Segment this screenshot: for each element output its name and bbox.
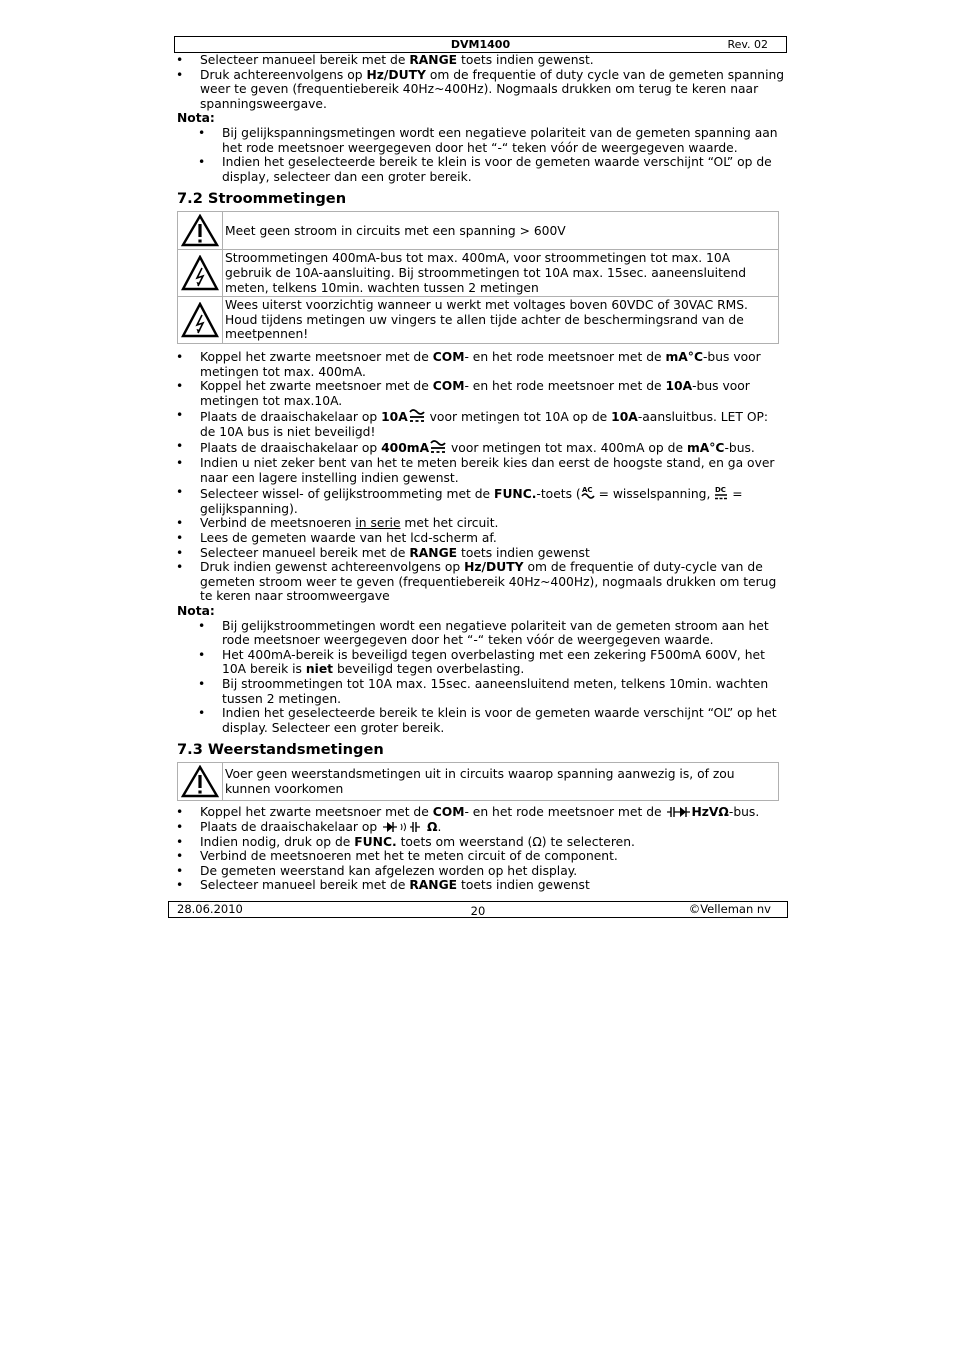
nota-label: Nota:	[177, 111, 215, 126]
exclamation-warning-icon	[178, 212, 223, 250]
list-item: • Bij gelijkstroommetingen wordt een negatieve polariteit van de gemeten stroom aan het rode meetsnoer weergegeven door het “-“ teken vóór de weergegeven waarde.	[174, 619, 787, 648]
list-item: • Indien het geselecteerde bereik te klein is voor de gemeten waarde verschijnt “OL” op het display. Selecteer een groter bereik.	[174, 706, 787, 735]
exclamation-warning-icon	[178, 763, 223, 801]
warning-text: Meet geen stroom in circuits met een spanning > 600V	[223, 212, 779, 250]
diode-continuity-capacitor-symbol-icon	[381, 820, 423, 834]
stroom-notes-list	[174, 619, 787, 736]
list-item: • Bij gelijkspanningsmetingen wordt een negatieve polariteit van de gemeten spanning aan het rode meetsnoer weergegeven door het “-“ teken vóór de weergegeven waarde.	[174, 126, 787, 155]
stroom-bullet-list	[174, 350, 787, 604]
ac-dc-symbol-icon	[429, 441, 447, 455]
list-item: • Koppel het zwarte meetsnoer met de COM- en het rode meetsnoer met de mA°C-bus voor metingen tot max. 400mA.	[174, 350, 787, 379]
list-item: • Het 400mA-bereik is beveiligd tegen overbelasting met een zekering F500mA 600V, het 10A bereik is niet beveiligd tegen overbelasting.	[174, 648, 787, 677]
page-header	[174, 36, 787, 53]
list-item: • Selecteer manueel bereik met de RANGE toets indien gewenst	[174, 546, 787, 561]
list-item: • Plaats de draaischakelaar op 10A voor metingen tot 10A op de 10A-aansluitbus. LET OP: de 10A bus is niet beveiligd!	[174, 408, 787, 439]
svg-text:DC: DC	[715, 486, 727, 495]
warning-text: Stroommetingen 400mA-bus tot max. 400mA, voor stroommetingen tot max. 10A gebruik de 10A-aansluiting. Bij stroommetingen tot 10A max. 15sec. aaneensluitend meten, telkens 10min. wachten tussen 2 metingen	[223, 250, 779, 297]
footer-date: 28.06.2010	[177, 902, 243, 916]
footer-copyright: ©Velleman nv	[688, 902, 771, 916]
dc-symbol-icon	[714, 487, 728, 501]
warning-text: Voer geen weerstandsmetingen uit in circuits waarop spanning aanwezig is, of zou kunnen voorkomen	[223, 763, 779, 801]
capacitor-diode-symbol-icon	[665, 805, 691, 819]
section-title-weerstandsmetingen: 7.3 Weerstandsmetingen	[177, 741, 384, 759]
list-item: • Selecteer manueel bereik met de RANGE toets indien gewenst.	[174, 53, 787, 68]
list-item: • Indien het geselecteerde bereik te klein is voor de gemeten waarde verschijnt “OL” op de display, selecteer dan een groter bereik.	[174, 155, 787, 184]
lightning-warning-icon	[178, 250, 223, 297]
weerstand-bullet-list	[174, 805, 787, 893]
list-item: • Indien nodig, druk op de FUNC. toets om weerstand (Ω) te selecteren.	[174, 835, 787, 850]
nota-label: Nota:	[177, 604, 215, 618]
list-item: • Plaats de draaischakelaar op 400mA voor metingen tot max. 400mA op de mA°C-bus.	[174, 439, 787, 456]
list-item: • Druk indien gewenst achtereenvolgens op Hz/DUTY om de frequentie of duty-cycle van de gemeten stroom weer te geven (frequentiebereik 40Hz~400Hz), nogmaals drukken om terug te keren naar stroomweergave	[174, 560, 787, 604]
svg-text:AC: AC	[581, 486, 593, 495]
list-item: • Verbind de meetsnoeren met het te meten circuit of de component.	[174, 849, 787, 864]
list-item: • Koppel het zwarte meetsnoer met de COM- en het rode meetsnoer met de 10A-bus voor metingen tot max.10A.	[174, 379, 787, 408]
list-item: • Selecteer wissel- of gelijkstroommeting met de FUNC.-toets ( AC = wisselspanning, DC = gelijkspanning).	[174, 485, 787, 516]
list-item: • Bij stroommetingen tot 10A max. 15sec. aaneensluitend meten, telkens 10min. wachten tussen 2 metingen.	[174, 677, 787, 706]
warning-row	[178, 250, 779, 297]
list-item: • Druk achtereenvolgens op Hz/DUTY om de frequentie of duty cycle van de gemeten spanning weer te geven (frequentiebereik 40Hz~400Hz). Nogmaals drukken om terug te keren naar spanningsweergave.	[174, 68, 787, 112]
warning-table	[177, 762, 779, 801]
header-revision: Rev. 02	[727, 38, 768, 51]
page-number: 20	[470, 904, 486, 918]
list-item: • Lees de gemeten waarde van het lcd-scherm af.	[174, 531, 787, 546]
intro-bullet-list	[174, 53, 787, 111]
list-item: • Verbind de meetsnoeren in serie met het circuit.	[174, 516, 787, 531]
intro-notes-list	[174, 126, 787, 184]
list-item: • Plaats de draaischakelaar op Ω.	[174, 820, 787, 835]
header-model: DVM1400	[450, 38, 511, 51]
list-item: • Selecteer manueel bereik met de RANGE toets indien gewenst	[174, 878, 787, 893]
list-item: • De gemeten weerstand kan afgelezen worden op het display.	[174, 864, 787, 879]
lightning-warning-icon	[178, 297, 223, 344]
list-item: • Indien u niet zeker bent van het te meten bereik kies dan eerst de hoogste stand, en ga over naar een lagere instelling indien gewenst.	[174, 456, 787, 485]
section-title-stroommetingen: 7.2 Stroommetingen	[177, 190, 347, 208]
manual-page	[174, 36, 787, 893]
ac-symbol-icon	[581, 487, 595, 501]
ac-dc-symbol-icon	[408, 410, 426, 424]
list-item: • Koppel het zwarte meetsnoer met de COM- en het rode meetsnoer met de HzVΩ-bus.	[174, 805, 787, 820]
warning-row	[178, 763, 779, 801]
warning-row	[178, 297, 779, 344]
warning-text: Wees uiterst voorzichtig wanneer u werkt met voltages boven 60VDC of 30VAC RMS. Houd tijdens metingen uw vingers te allen tijde achter de beschermingsrand van de meetpennen!	[223, 297, 779, 344]
warning-table	[177, 211, 779, 344]
warning-row	[178, 212, 779, 250]
page-footer	[168, 901, 788, 918]
